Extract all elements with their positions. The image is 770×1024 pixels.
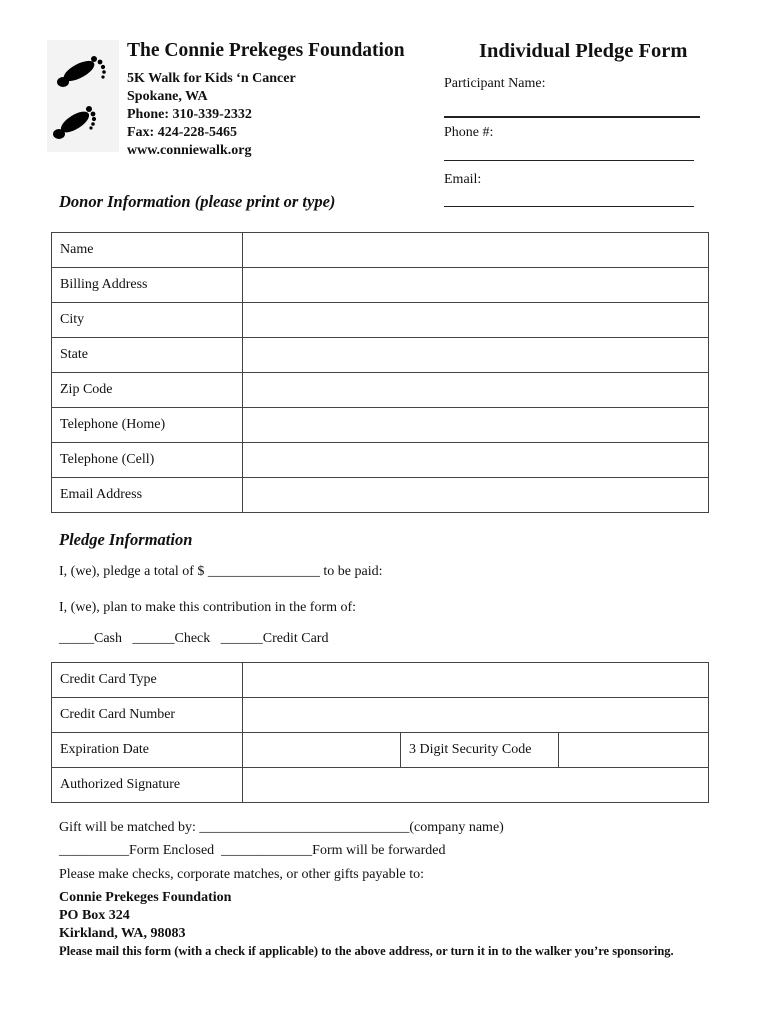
donor-name-field[interactable]	[243, 233, 709, 268]
payment-method-options[interactable]: _____Cash ______Check ______Credit Card	[59, 631, 329, 646]
form-title: Individual Pledge Form	[479, 40, 688, 62]
org-city-line: Spokane, WA	[127, 89, 208, 104]
gift-matched-line[interactable]: Gift will be matched by: ______________________________(company name)	[59, 820, 504, 835]
donor-label: State	[52, 338, 243, 373]
org-phone-line: Phone: 310-339-2332	[127, 107, 252, 122]
donor-label: Zip Code	[52, 373, 243, 408]
donor-zip-field[interactable]	[243, 373, 709, 408]
donor-label: Telephone (Home)	[52, 408, 243, 443]
donor-row-name	[52, 233, 709, 268]
cc-row-signature	[52, 768, 709, 803]
participant-email-label: Email:	[444, 172, 482, 187]
cc-number-label: Credit Card Number	[52, 698, 243, 733]
cc-type-field[interactable]	[243, 663, 709, 698]
donor-label: Email Address	[52, 478, 243, 513]
participant-phone-line[interactable]	[444, 160, 694, 161]
donor-table	[51, 232, 709, 513]
org-fax-line: Fax: 424-228-5465	[127, 125, 238, 140]
donor-label: Telephone (Cell)	[52, 443, 243, 478]
org-event-line: 5K Walk for Kids ‘n Cancer	[127, 71, 296, 86]
footprints-icon	[47, 40, 119, 152]
form-status-line[interactable]: __________Form Enclosed _____________Form will be forwarded	[59, 843, 446, 858]
participant-name-label: Participant Name:	[444, 76, 546, 91]
participant-phone-label: Phone #:	[444, 125, 494, 140]
footprints-logo	[47, 40, 119, 152]
pledge-form-line: I, (we), plan to make this contribution in the form of:	[59, 600, 357, 615]
mail-address-po-box: PO Box 324	[59, 908, 130, 923]
cc-signature-field[interactable]	[243, 768, 709, 803]
pledge-section-title: Pledge Information	[59, 530, 193, 549]
donor-row-city	[52, 303, 709, 338]
donor-city-field[interactable]	[243, 303, 709, 338]
payable-to-line: Please make checks, corporate matches, or other gifts payable to:	[59, 867, 425, 882]
cc-security-field[interactable]	[559, 733, 709, 768]
donor-label: Billing Address	[52, 268, 243, 303]
mail-address-org: Connie Prekeges Foundation	[59, 890, 232, 905]
participant-name-line[interactable]	[444, 116, 700, 118]
cc-row-type	[52, 663, 709, 698]
donor-row-phone-cell	[52, 443, 709, 478]
cc-type-label: Credit Card Type	[52, 663, 243, 698]
participant-email-line[interactable]	[444, 206, 694, 207]
donor-row-zip	[52, 373, 709, 408]
pledge-amount-line[interactable]: I, (we), pledge a total of $ ________________ to be paid:	[59, 564, 383, 579]
cc-expiration-field[interactable]	[243, 733, 401, 768]
mail-instructions: Please mail this form (with a check if applicable) to the above address, or turn it in to the walker you’re sponsoring.	[59, 944, 674, 958]
donor-row-billing-address	[52, 268, 709, 303]
cc-expiration-label: Expiration Date	[52, 733, 243, 768]
donor-row-email	[52, 478, 709, 513]
mail-address-city: Kirkland, WA, 98083	[59, 926, 186, 941]
org-contact-block	[127, 70, 296, 160]
donor-phone-home-field[interactable]	[243, 408, 709, 443]
donor-section-title: Donor Information (please print or type)	[59, 192, 336, 211]
cc-signature-label: Authorized Signature	[52, 768, 243, 803]
donor-row-state	[52, 338, 709, 373]
cc-number-field[interactable]	[243, 698, 709, 733]
donor-phone-cell-field[interactable]	[243, 443, 709, 478]
org-name: The Connie Prekeges Foundation	[127, 40, 405, 61]
donor-row-phone-home	[52, 408, 709, 443]
donor-label: City	[52, 303, 243, 338]
cc-row-expiration	[52, 733, 709, 768]
donor-email-field[interactable]	[243, 478, 709, 513]
credit-card-table	[51, 662, 709, 803]
donor-label: Name	[52, 233, 243, 268]
donor-state-field[interactable]	[243, 338, 709, 373]
cc-security-label: 3 Digit Security Code	[401, 733, 559, 768]
donor-billing-address-field[interactable]	[243, 268, 709, 303]
cc-row-number	[52, 698, 709, 733]
org-website-line: www.conniewalk.org	[127, 143, 252, 158]
